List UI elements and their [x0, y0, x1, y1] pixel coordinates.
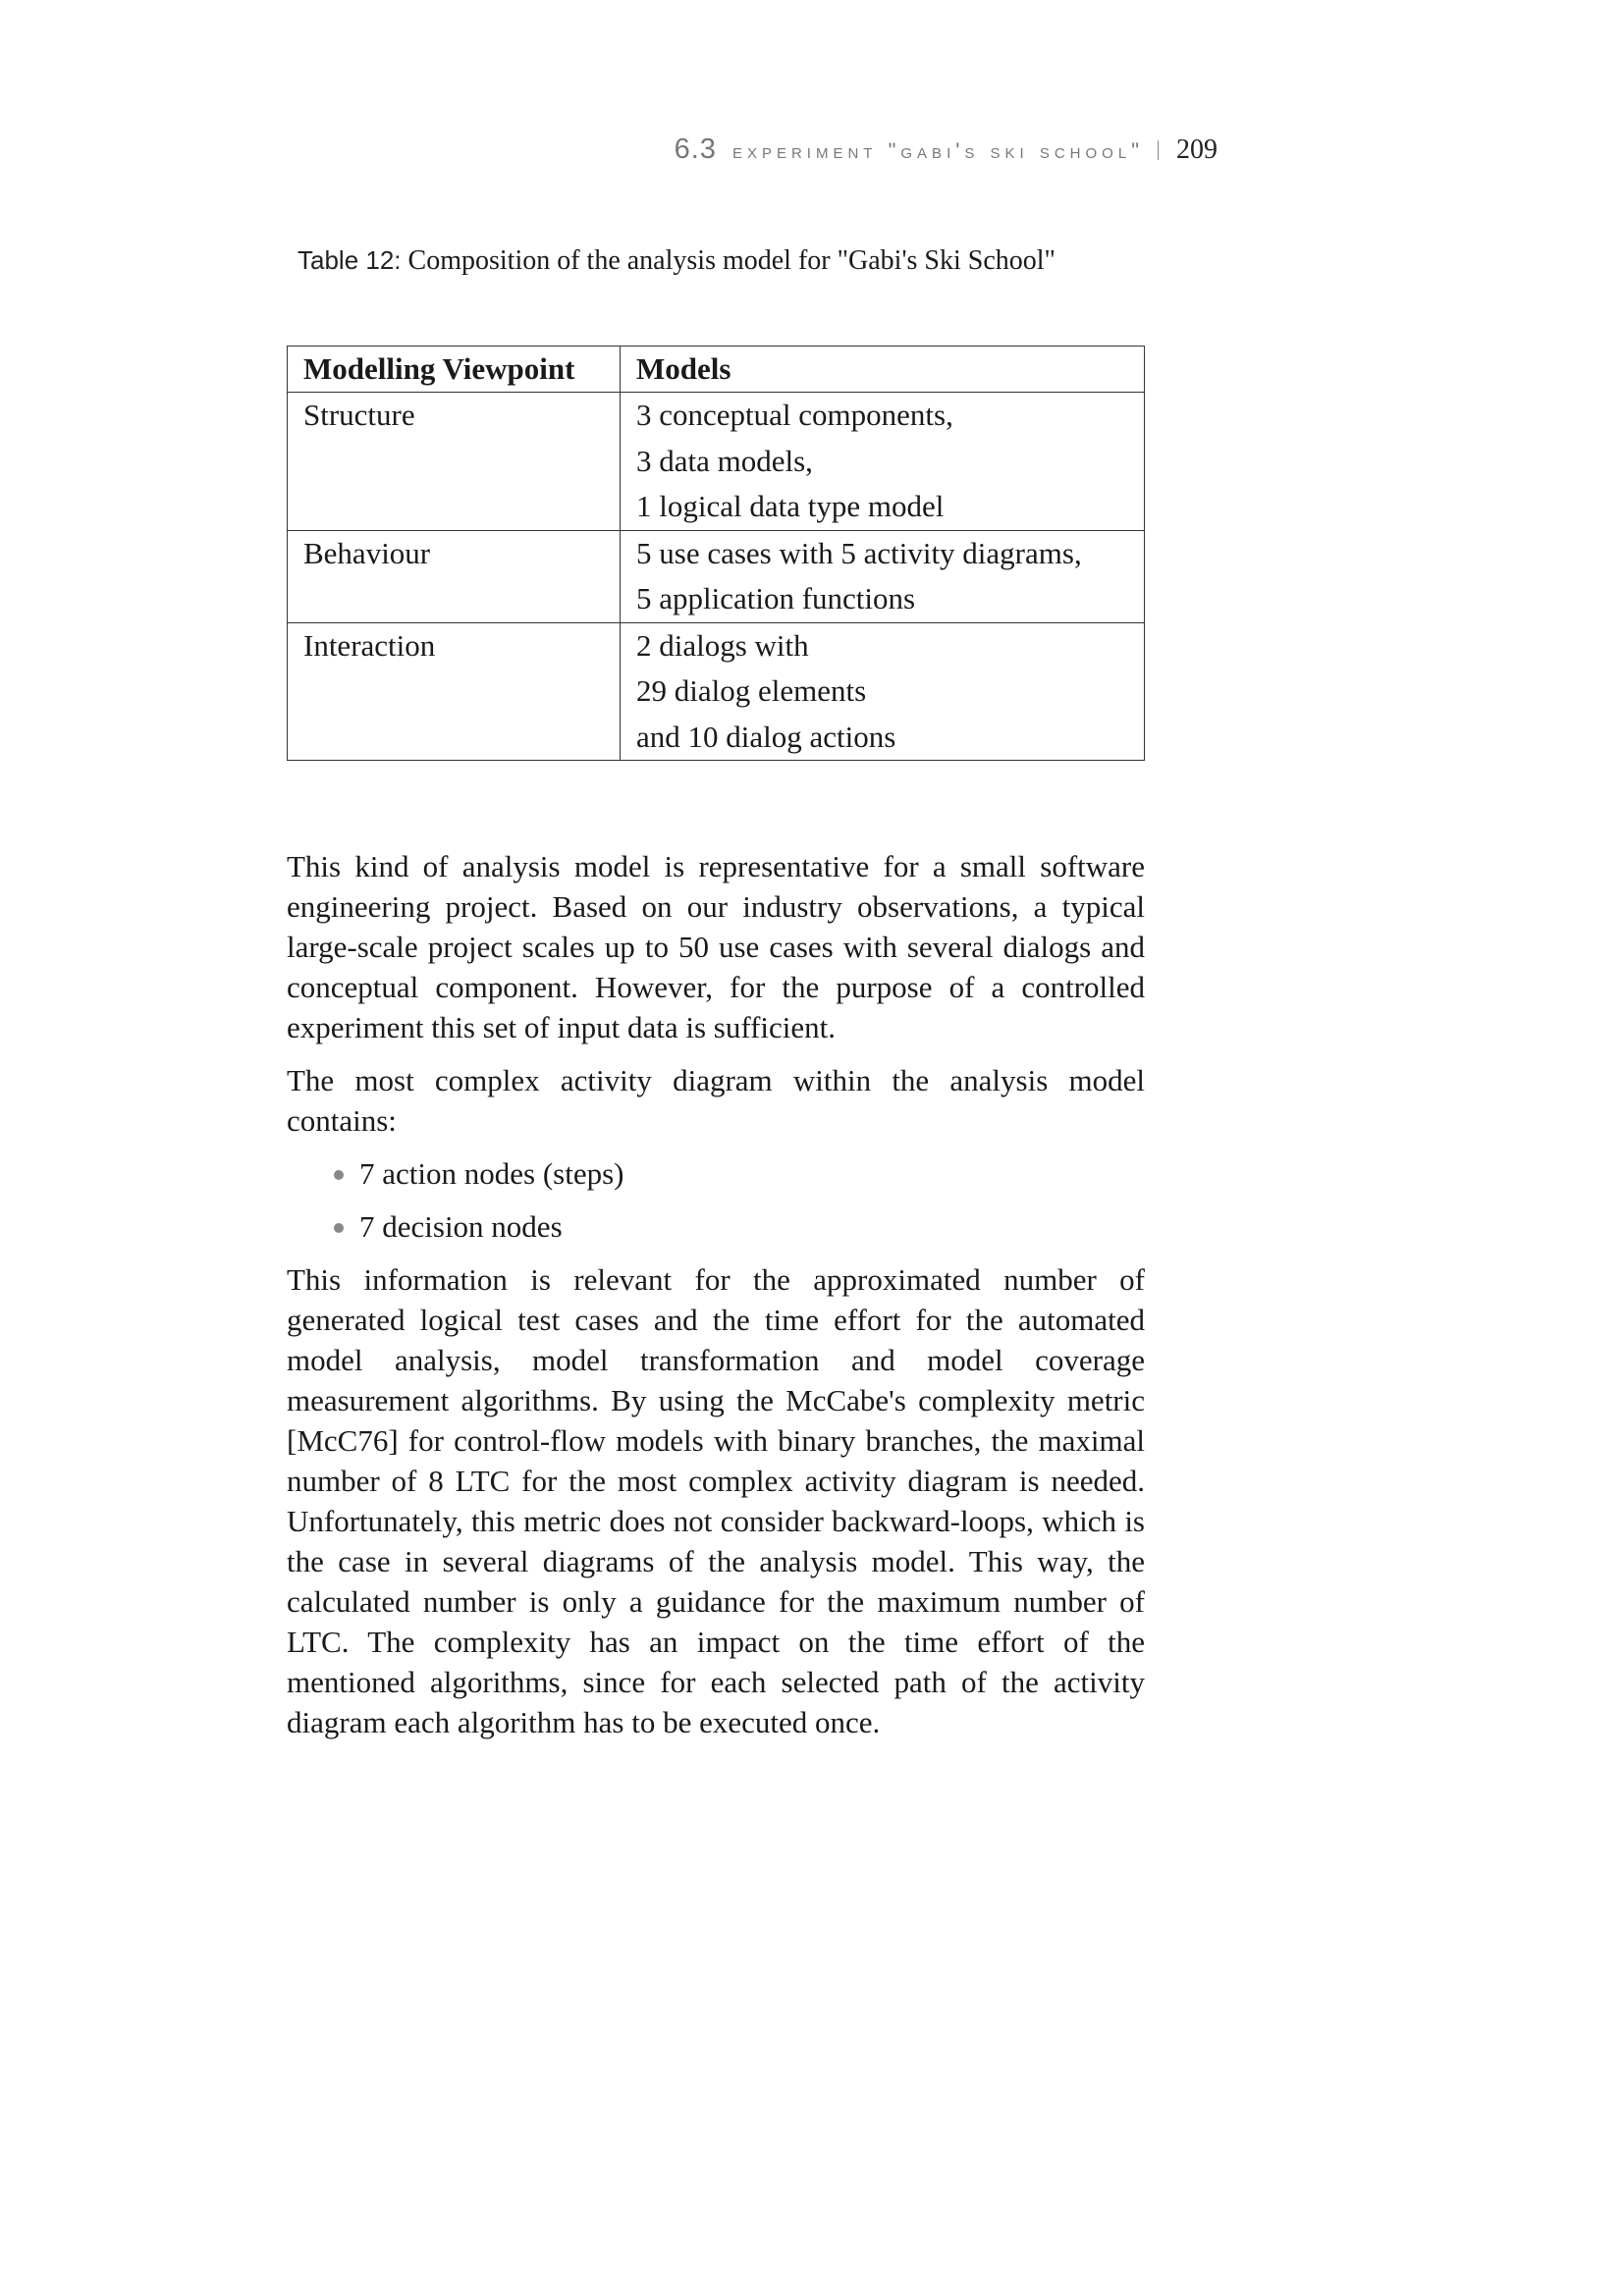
- table-row: [288, 530, 1145, 622]
- column-header: Models: [621, 347, 1145, 393]
- composition-table: [287, 346, 1145, 761]
- section-title: experiment "gabi's ski school": [731, 138, 1144, 163]
- bullet-icon: [334, 1223, 344, 1233]
- paragraph: This information is relevant for the approximated number of generated logical test cases and the time effort for the automated model analysis, model transformation and model coverage measurement algorithms. By using the McCabe's complexity metric [McC76] for control-flow models with binary branches, the maximal number of 8 LTC for the most complex activity diagram is needed. Unfortunately, this metric does not consider backward-loops, which is the case in several diagrams of the analysis model. This way, the calculated number is only a guidance for the maximum number of LTC. The complexity has an impact on the time effort of the mentioned algorithms, since for each selected path of the activity diagram each algorithm has to be executed once.: [287, 1262, 1145, 1739]
- viewpoint-cell: Structure: [288, 393, 621, 531]
- model-line: 2 dialogs with: [636, 627, 809, 663]
- header-divider: [1158, 140, 1159, 160]
- viewpoint-cell: Behaviour: [288, 530, 621, 622]
- viewpoint-cell: Interaction: [288, 622, 621, 761]
- model-line: and 10 dialog actions: [636, 719, 896, 754]
- running-header: [609, 133, 1218, 173]
- bullet-icon: [334, 1170, 344, 1180]
- list-item: [287, 1206, 1145, 1247]
- page-number: 209: [1176, 134, 1218, 165]
- model-line: 5 use cases with 5 activity diagrams,: [636, 535, 1082, 570]
- table-row: [288, 393, 1145, 531]
- table-caption-label: Table 12:: [298, 245, 402, 275]
- table-caption-text: Composition of the analysis model for "Gabi's Ski School": [407, 245, 1056, 276]
- list-item-text: 7 action nodes (steps): [359, 1156, 624, 1191]
- column-header: Modelling Viewpoint: [288, 347, 621, 393]
- table-caption: [298, 245, 1181, 277]
- list-item-text: 7 decision nodes: [359, 1209, 563, 1244]
- table-header-row: [288, 347, 1145, 393]
- section-number: 6.3: [674, 133, 717, 165]
- model-line: 3 data models,: [636, 443, 813, 478]
- model-line: 5 application functions: [636, 581, 916, 615]
- model-line: 3 conceptual components,: [636, 398, 953, 432]
- paragraph: This kind of analysis model is representative for a small software engineering project. Based on our industry observations, a typical large-scale project scales up to 50 use cases with several dialogs and conceptual component. However, for the purpose of a controlled experiment this set of input data is sufficient.: [287, 849, 1145, 1044]
- models-cell: [621, 393, 1145, 531]
- model-line: 29 dialog elements: [636, 673, 867, 708]
- models-cell: [621, 530, 1145, 622]
- bullet-list: [287, 1153, 1145, 1247]
- paragraph: The most complex activity diagram within the analysis model contains:: [287, 1063, 1145, 1138]
- table-row: [288, 622, 1145, 761]
- model-line: 1 logical data type model: [636, 489, 945, 523]
- list-item: [287, 1153, 1145, 1194]
- models-cell: [621, 622, 1145, 761]
- body-text: [287, 846, 1145, 1755]
